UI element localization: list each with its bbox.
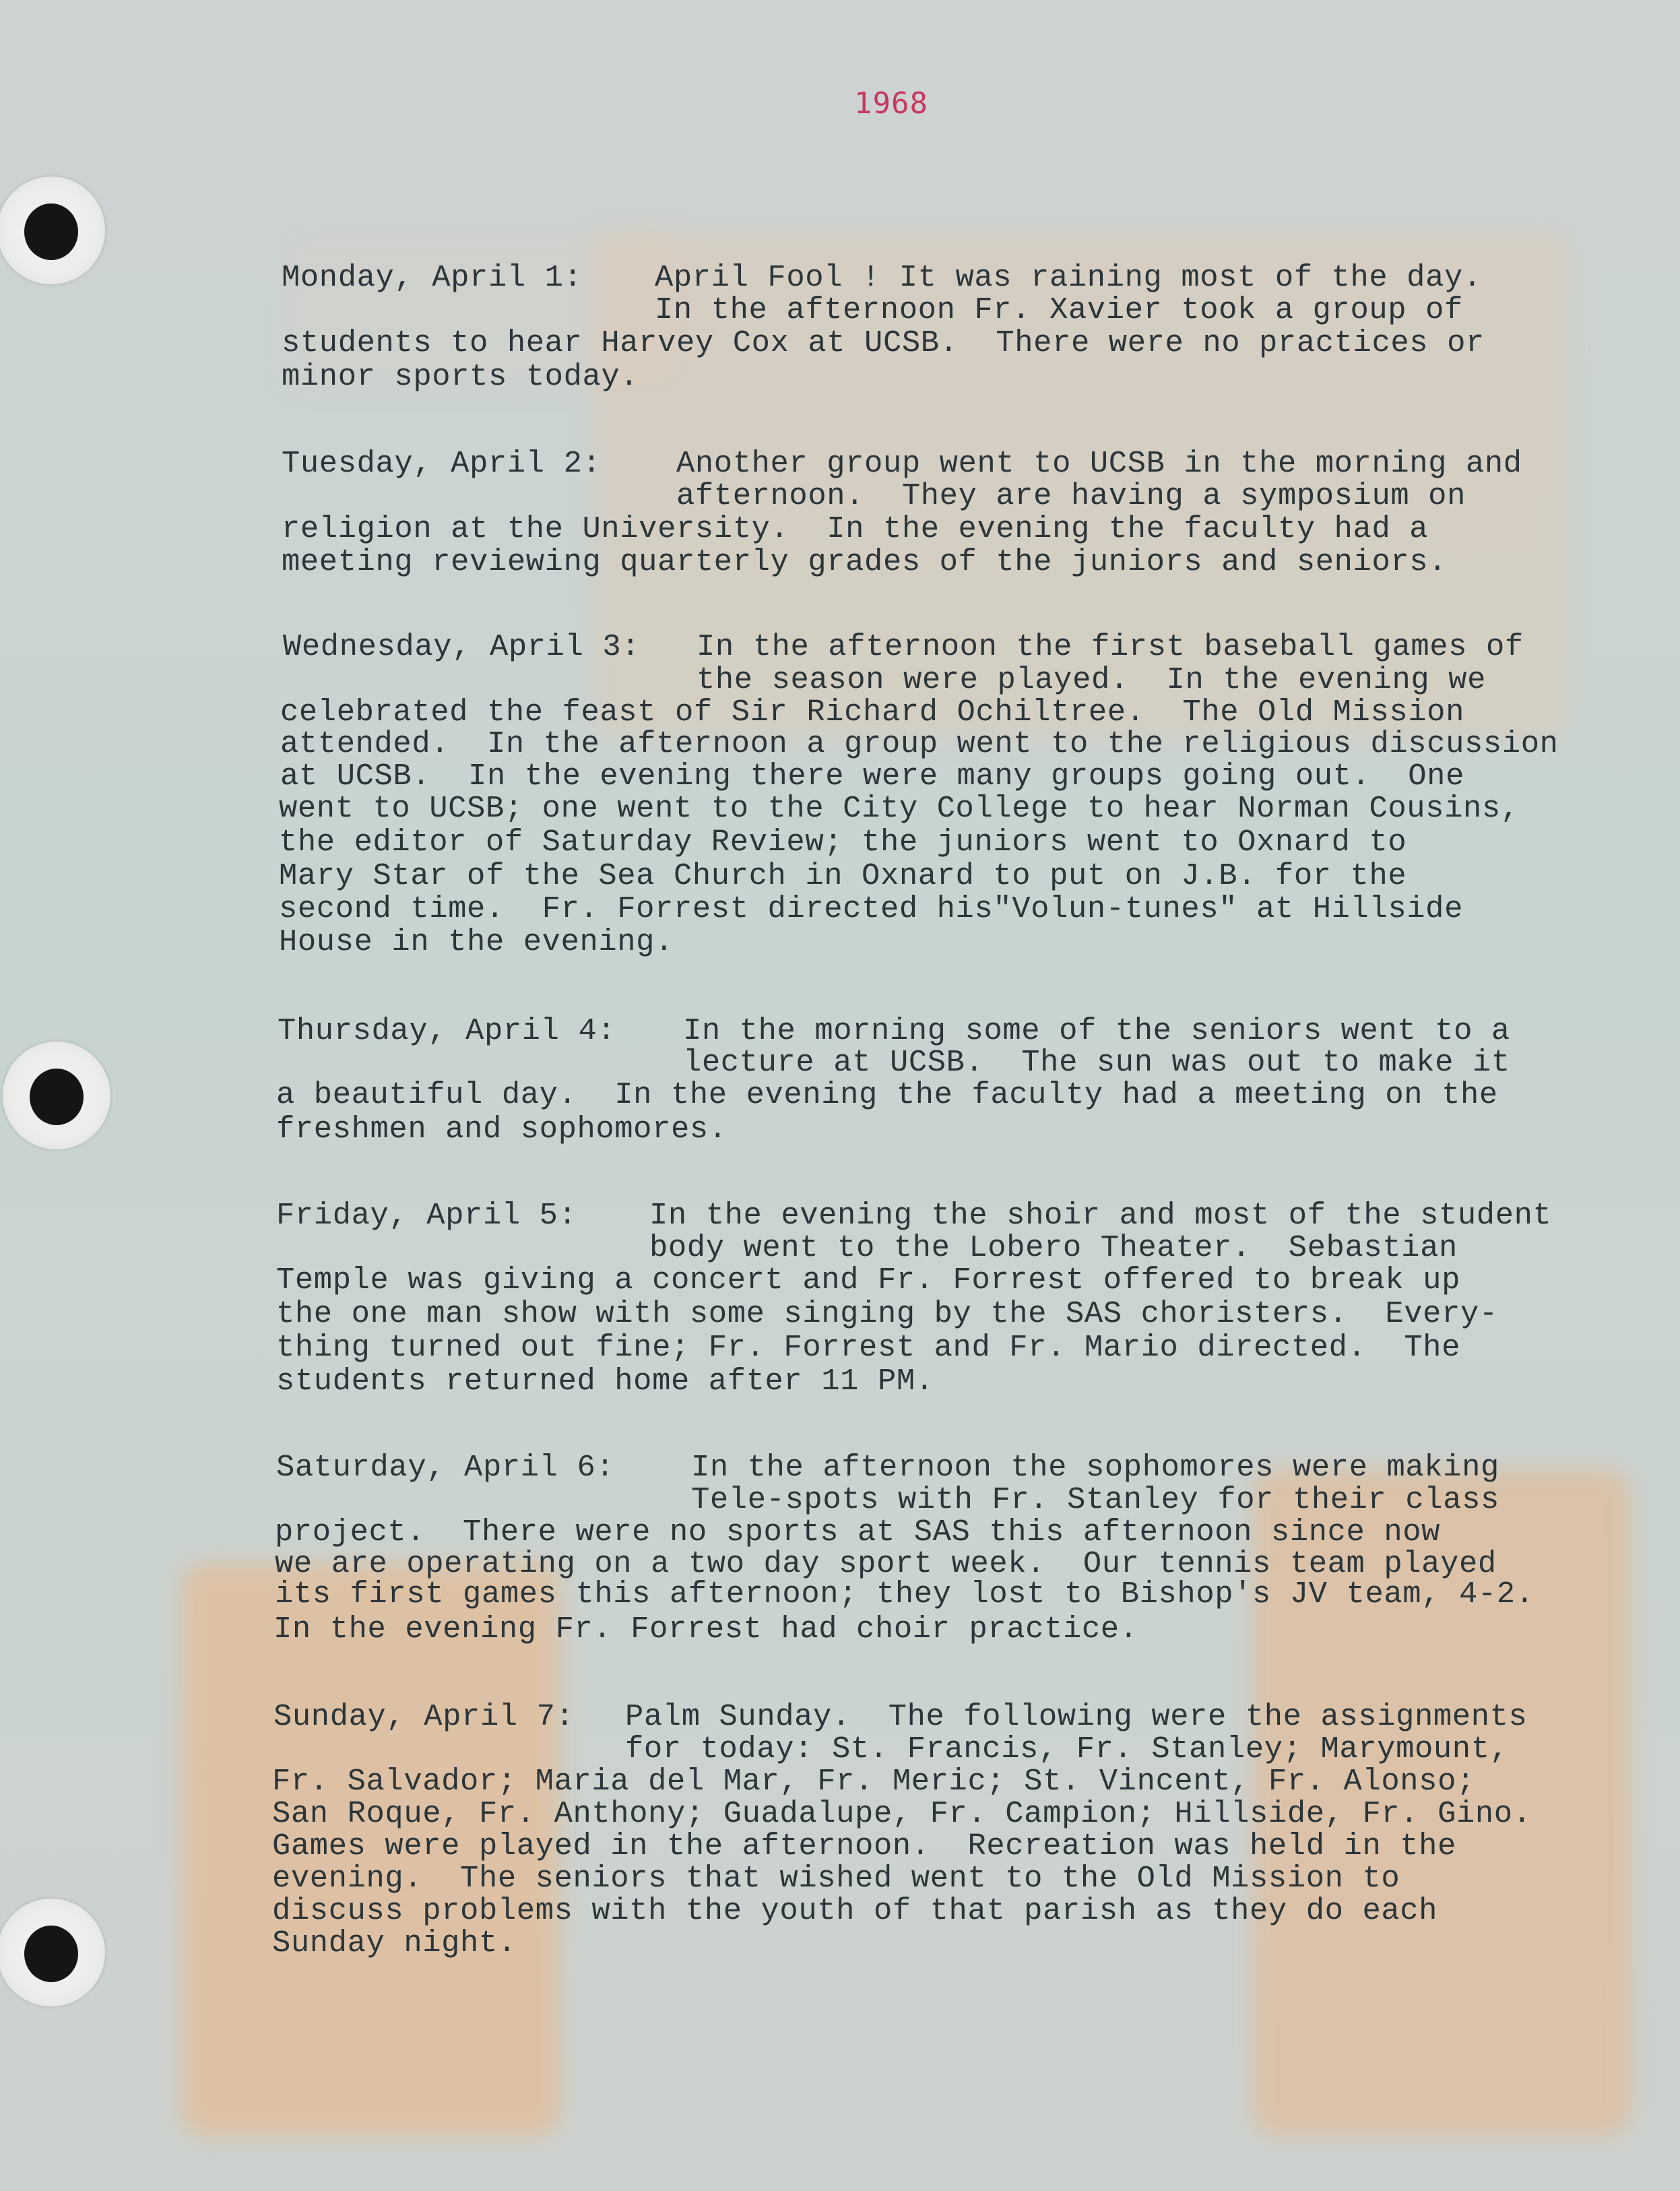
entry-line: discuss problems with the youth of that parish as they do each xyxy=(272,1893,1438,1928)
entry-line: the editor of Saturday Review; the juniors went to Oxnard to xyxy=(279,825,1407,860)
entry-line: thing turned out fine; Fr. Forrest and Fr. Mario directed. The xyxy=(276,1330,1460,1365)
entry-line: a beautiful day. In the evening the faculty had a meeting on the xyxy=(276,1077,1498,1112)
entry-line: religion at the University. In the evening the faculty had a xyxy=(282,511,1429,546)
entry-line: Another group went to UCSB in the morning and xyxy=(676,446,1522,481)
entry-line: the one man show with some singing by the SAS choristers. Every- xyxy=(276,1296,1498,1331)
entry-heading: Tuesday, April 2: xyxy=(282,446,602,481)
entry-line: April Fool ! It was raining most of the day. xyxy=(655,260,1482,295)
entry-line: In the afternoon the sophomores were making xyxy=(691,1450,1499,1485)
entry-line: attended. In the afternoon a group went to the religious discussion xyxy=(280,726,1559,761)
entry-line: meeting reviewing quarterly grades of the juniors and seniors. xyxy=(282,544,1448,579)
entry-line: Temple was giving a concert and Fr. Forrest offered to break up xyxy=(276,1263,1460,1298)
entry-line: students to hear Harvey Cox at UCSB. There were no practices or xyxy=(282,325,1485,360)
entry-line: Mary Star of the Sea Church in Oxnard to put on J.B. for the xyxy=(279,858,1407,893)
entry-line: lecture at UCSB. The sun was out to make it xyxy=(683,1045,1510,1080)
entry-line: Fr. Salvador; Maria del Mar, Fr. Meric; St. Vincent, Fr. Alonso; xyxy=(272,1764,1475,1799)
entry-line: San Roque, Fr. Anthony; Guadalupe, Fr. Campion; Hillside, Fr. Gino. xyxy=(272,1796,1532,1831)
entry-line: the season were played. In the evening we xyxy=(697,662,1486,697)
entry-line: evening. The seniors that wished went to the Old Mission to xyxy=(272,1861,1400,1896)
entry-line: we are operating on a two day sport week. Our tennis team played xyxy=(275,1546,1497,1581)
entry-line: Games were played in the afternoon. Recreation was held in the xyxy=(272,1829,1456,1864)
entry-heading: Monday, April 1: xyxy=(282,260,583,295)
entry-heading: Friday, April 5: xyxy=(276,1198,577,1233)
entry-line: its first games this afternoon; they lost to Bishop's JV team, 4-2. xyxy=(275,1577,1534,1612)
entry-heading: Wednesday, April 3: xyxy=(283,629,641,664)
entry-line: second time. Fr. Forrest directed his"Volun-tunes" at Hillside xyxy=(279,891,1463,926)
entry-line: went to UCSB; one went to the City College to hear Norman Cousins, xyxy=(279,791,1520,826)
entry-line: minor sports today. xyxy=(282,359,639,394)
entry-line: for today: St. Francis, Fr. Stanley; Marymount, xyxy=(625,1732,1509,1767)
entry-line: students returned home after 11 PM. xyxy=(276,1364,934,1399)
entry-line: freshmen and sophomores. xyxy=(276,1112,728,1147)
entry-heading: Thursday, April 4: xyxy=(278,1013,616,1048)
year-header: 1968 xyxy=(854,86,928,121)
binder-hole-bottom xyxy=(0,1899,105,2006)
binder-hole-middle xyxy=(3,1042,110,1149)
entry-line: celebrated the feast of Sir Richard Ochiltree. The Old Mission xyxy=(280,695,1464,730)
entry-heading: Sunday, April 7: xyxy=(273,1699,575,1734)
entry-line: at UCSB. In the evening there were many groups going out. One xyxy=(280,759,1464,794)
entry-line: In the evening the shoir and most of the student xyxy=(649,1198,1552,1233)
entry-line: Palm Sunday. The following were the assignments xyxy=(625,1699,1528,1734)
entry-line: House in the evening. xyxy=(279,924,674,959)
entry-line: body went to the Lobero Theater. Sebastian xyxy=(649,1230,1458,1265)
entry-line: afternoon. They are having a symposium on xyxy=(676,478,1466,513)
entry-line: project. There were no sports at SAS this afternoon since now xyxy=(275,1515,1441,1550)
entry-line: In the afternoon Fr. Xavier took a group of xyxy=(655,292,1463,327)
entry-line: Sunday night. xyxy=(272,1926,517,1961)
entry-line: In the afternoon the first baseball games of xyxy=(697,629,1524,664)
entry-line: In the morning some of the seniors went to a xyxy=(683,1013,1510,1048)
binder-hole-top xyxy=(0,177,105,284)
entry-line: Tele-spots with Fr. Stanley for their class xyxy=(691,1482,1499,1517)
entry-heading: Saturday, April 6: xyxy=(276,1450,615,1485)
entry-line: In the evening Fr. Forrest had choir practice. xyxy=(273,1612,1138,1647)
